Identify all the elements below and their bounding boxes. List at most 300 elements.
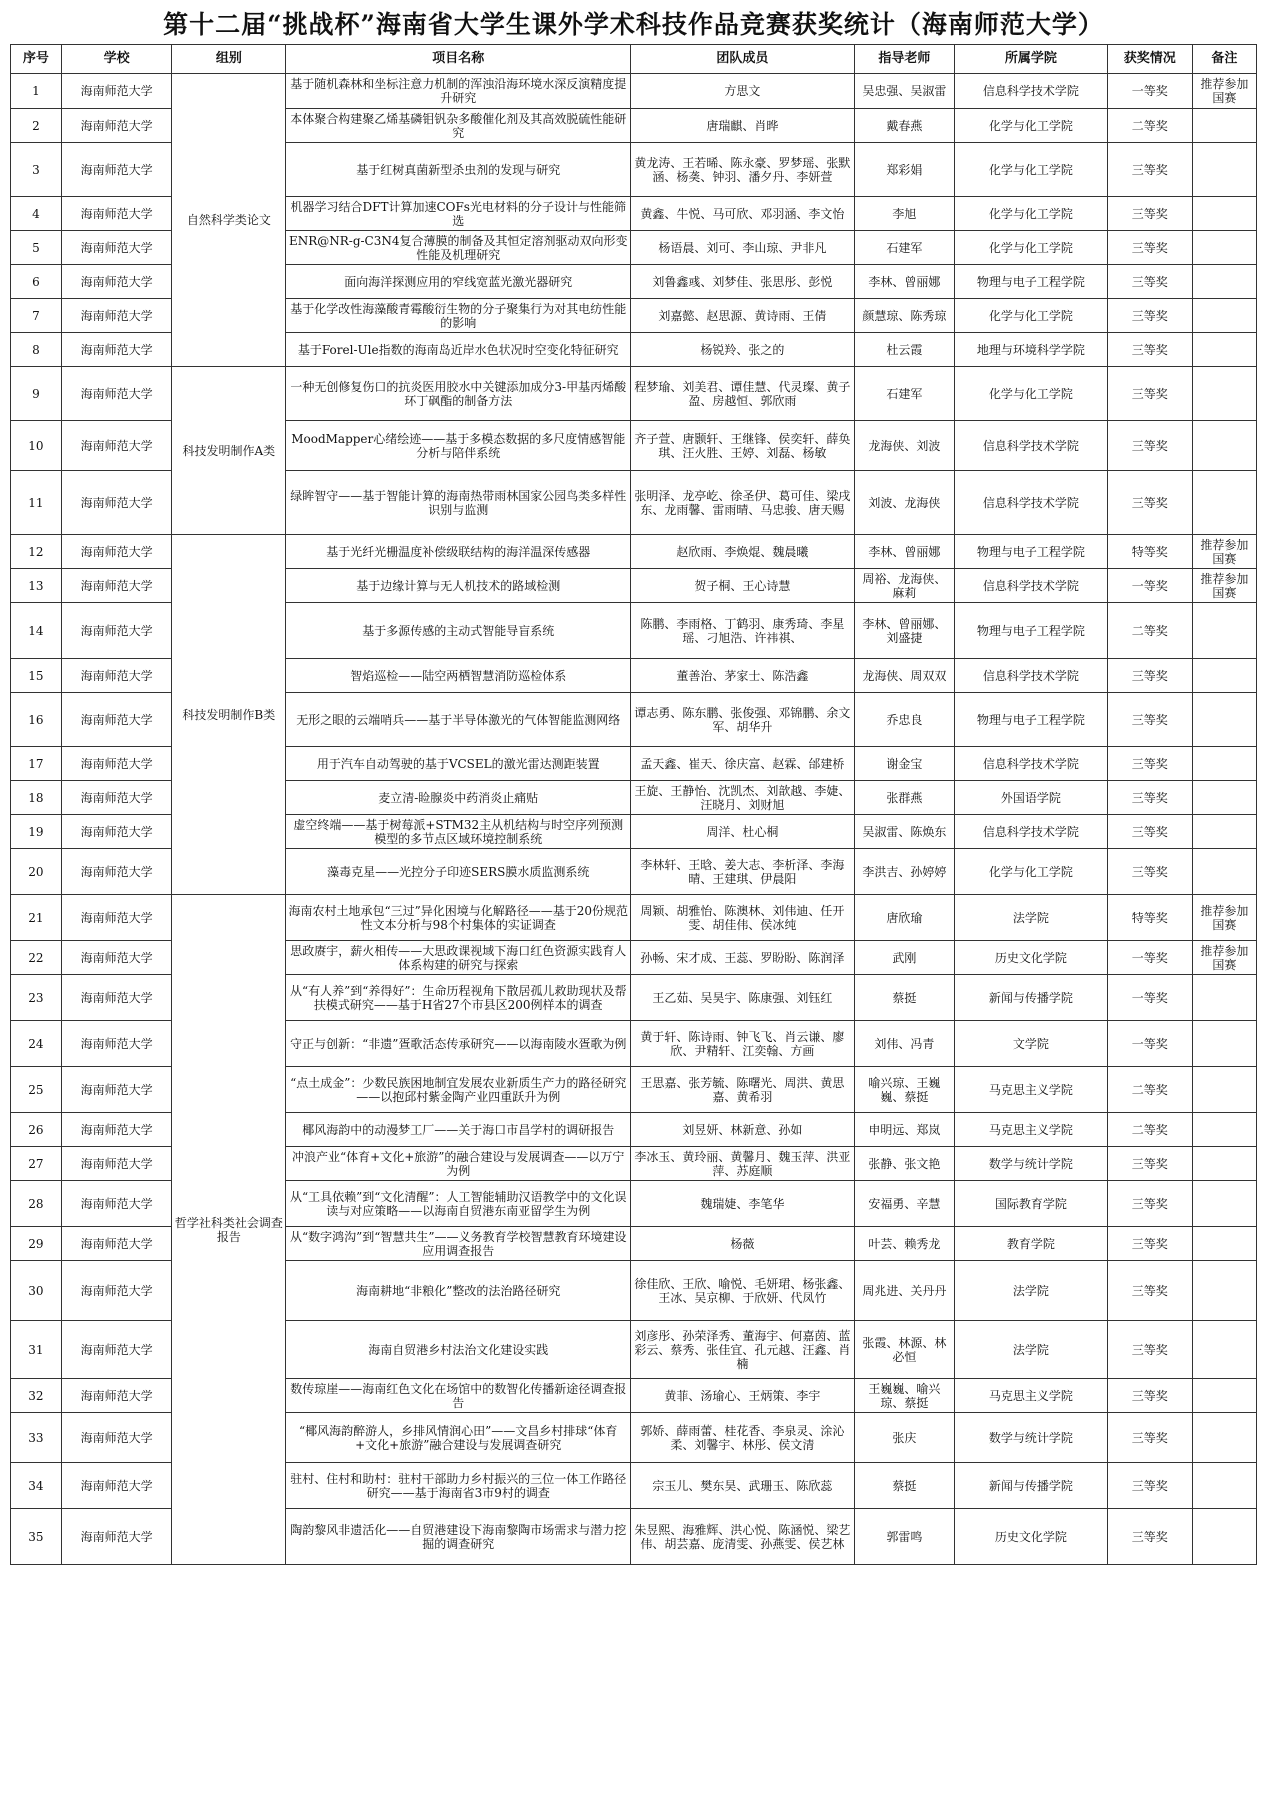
- cell-project: 守正与创新：“非遗”疍歌活态传承研究——以海南陵水疍歌为例: [286, 1021, 631, 1067]
- cell-group: 哲学社科类社会调查报告: [172, 895, 286, 1565]
- cell-award: 三等奖: [1107, 1261, 1192, 1321]
- cell-project: 数传琼崖——海南红色文化在场馆中的数智化传播新途径调查报告: [286, 1379, 631, 1413]
- cell-team: 赵欣雨、李焕焜、魏晨曦: [631, 535, 854, 569]
- cell-advisor: 唐欣瑜: [854, 895, 955, 941]
- cell-award: 特等奖: [1107, 895, 1192, 941]
- cell-school: 海南师范大学: [61, 231, 172, 265]
- cell-school: 海南师范大学: [61, 1021, 172, 1067]
- cell-team: 杨锐羚、张之的: [631, 333, 854, 367]
- cell-project: 陶韵黎风非遗活化——自贸港建设下海南黎陶市场需求与潜力挖掘的调查研究: [286, 1509, 631, 1565]
- cell-no: 33: [11, 1413, 62, 1463]
- cell-project: 基于边缘计算与无人机技术的路域检测: [286, 569, 631, 603]
- cell-note: [1192, 333, 1256, 367]
- cell-project: ENR@NR-g-C3N4复合薄膜的制备及其恒定溶剂驱动双向形变性能及机理研究: [286, 231, 631, 265]
- cell-no: 9: [11, 367, 62, 421]
- cell-school: 海南师范大学: [61, 421, 172, 471]
- cell-no: 14: [11, 603, 62, 659]
- cell-note: [1192, 143, 1256, 197]
- cell-note: [1192, 471, 1256, 535]
- cell-team: 黄于轩、陈诗雨、钟飞飞、肖云谦、廖欣、尹精轩、江奕翰、方画: [631, 1021, 854, 1067]
- header-award: 获奖情况: [1107, 45, 1192, 74]
- cell-college: 化学与化工学院: [955, 849, 1108, 895]
- cell-no: 26: [11, 1113, 62, 1147]
- cell-note: [1192, 747, 1256, 781]
- cell-advisor: 郑彩娟: [854, 143, 955, 197]
- cell-project: 从“工具依赖”到“文化清醒”：人工智能辅助汉语教学中的文化误读与对应策略——以海南自贸港东南亚留学生为例: [286, 1181, 631, 1227]
- cell-college: 历史文化学院: [955, 941, 1108, 975]
- cell-school: 海南师范大学: [61, 535, 172, 569]
- table-row: [11, 74, 1257, 109]
- cell-award: 三等奖: [1107, 367, 1192, 421]
- cell-college: 法学院: [955, 1261, 1108, 1321]
- cell-award: 三等奖: [1107, 849, 1192, 895]
- cell-project: 基于光纤光栅温度补偿级联结构的海洋温深传感器: [286, 535, 631, 569]
- cell-school: 海南师范大学: [61, 849, 172, 895]
- cell-award: 二等奖: [1107, 603, 1192, 659]
- cell-note: [1192, 1509, 1256, 1565]
- cell-no: 35: [11, 1509, 62, 1565]
- cell-school: 海南师范大学: [61, 941, 172, 975]
- cell-advisor: 周兆进、关丹丹: [854, 1261, 955, 1321]
- header-school: 学校: [61, 45, 172, 74]
- cell-college: 化学与化工学院: [955, 231, 1108, 265]
- cell-college: 新闻与传播学院: [955, 1463, 1108, 1509]
- cell-team: 孟天鑫、崔天、徐庆富、赵霖、邰建桥: [631, 747, 854, 781]
- cell-team: 孙畅、宋才成、王蕊、罗盼盼、陈润泽: [631, 941, 854, 975]
- cell-award: 二等奖: [1107, 1067, 1192, 1113]
- cell-award: 三等奖: [1107, 781, 1192, 815]
- cell-group: 科技发明制作B类: [172, 535, 286, 895]
- cell-advisor: 颜慧琼、陈秀琼: [854, 299, 955, 333]
- cell-project: 绿眸智守——基于智能计算的海南热带雨林国家公园鸟类多样性识别与监测: [286, 471, 631, 535]
- cell-advisor: 申明远、郑岚: [854, 1113, 955, 1147]
- table-row: [11, 895, 1257, 941]
- cell-college: 信息科学技术学院: [955, 471, 1108, 535]
- header-no: 序号: [11, 45, 62, 74]
- cell-note: [1192, 1181, 1256, 1227]
- cell-no: 12: [11, 535, 62, 569]
- cell-college: 物理与电子工程学院: [955, 693, 1108, 747]
- cell-college: 马克思主义学院: [955, 1379, 1108, 1413]
- cell-no: 19: [11, 815, 62, 849]
- cell-school: 海南师范大学: [61, 1067, 172, 1113]
- cell-award: 特等奖: [1107, 535, 1192, 569]
- cell-college: 数学与统计学院: [955, 1147, 1108, 1181]
- cell-team: 王乙茹、吴昊宇、陈康强、刘钰红: [631, 975, 854, 1021]
- cell-note: [1192, 781, 1256, 815]
- cell-advisor: 张群燕: [854, 781, 955, 815]
- cell-advisor: 李林、曾丽娜: [854, 265, 955, 299]
- cell-advisor: 蔡挺: [854, 975, 955, 1021]
- cell-college: 教育学院: [955, 1227, 1108, 1261]
- cell-award: 一等奖: [1107, 975, 1192, 1021]
- cell-award: 三等奖: [1107, 1227, 1192, 1261]
- cell-no: 21: [11, 895, 62, 941]
- cell-school: 海南师范大学: [61, 471, 172, 535]
- cell-team: 张明泽、龙亭屹、徐圣伊、葛可佳、梁戌东、龙雨馨、雷雨晴、马忠骏、唐天赐: [631, 471, 854, 535]
- cell-project: 海南耕地“非粮化”整改的法治路径研究: [286, 1261, 631, 1321]
- cell-school: 海南师范大学: [61, 895, 172, 941]
- cell-advisor: 龙海侠、周双双: [854, 659, 955, 693]
- cell-team: 贺子桐、王心诗慧: [631, 569, 854, 603]
- cell-project: 智焰巡检——陆空两栖智慧消防巡检体系: [286, 659, 631, 693]
- cell-advisor: 李旭: [854, 197, 955, 231]
- cell-team: 杨薇: [631, 1227, 854, 1261]
- cell-award: 三等奖: [1107, 333, 1192, 367]
- cell-school: 海南师范大学: [61, 265, 172, 299]
- cell-project: 基于化学改性海藻酸青霉酸衍生物的分子聚集行为对其电纺性能的影响: [286, 299, 631, 333]
- cell-group: 科技发明制作A类: [172, 367, 286, 535]
- cell-school: 海南师范大学: [61, 1181, 172, 1227]
- cell-note: [1192, 603, 1256, 659]
- cell-note: [1192, 109, 1256, 143]
- cell-school: 海南师范大学: [61, 781, 172, 815]
- table-row: [11, 367, 1257, 421]
- cell-project: 冲浪产业“体育+文化+旅游”的融合建设与发展调查——以万宁为例: [286, 1147, 631, 1181]
- cell-project: 从“有人养”到“养得好”：生命历程视角下散居孤儿救助现状及帮扶模式研究——基于H省27个市县区200例样本的调查: [286, 975, 631, 1021]
- cell-no: 17: [11, 747, 62, 781]
- cell-school: 海南师范大学: [61, 74, 172, 109]
- cell-note: [1192, 1113, 1256, 1147]
- header-group: 组别: [172, 45, 286, 74]
- cell-team: 王旋、王静怡、沈凯杰、刘歆越、李婕、汪晓月、刘财旭: [631, 781, 854, 815]
- cell-no: 6: [11, 265, 62, 299]
- cell-team: 李冰玉、黄玲丽、黄馨月、魏玉萍、洪亚萍、苏庭顺: [631, 1147, 854, 1181]
- cell-award: 一等奖: [1107, 1021, 1192, 1067]
- cell-college: 马克思主义学院: [955, 1113, 1108, 1147]
- cell-note: [1192, 197, 1256, 231]
- cell-advisor: 龙海侠、刘波: [854, 421, 955, 471]
- cell-no: 22: [11, 941, 62, 975]
- cell-note: [1192, 815, 1256, 849]
- cell-school: 海南师范大学: [61, 603, 172, 659]
- cell-team: 董善治、茅家士、陈浩鑫: [631, 659, 854, 693]
- cell-advisor: 吴淑雷、陈焕东: [854, 815, 955, 849]
- cell-college: 信息科学技术学院: [955, 74, 1108, 109]
- cell-no: 20: [11, 849, 62, 895]
- cell-college: 物理与电子工程学院: [955, 535, 1108, 569]
- header-advisor: 指导老师: [854, 45, 955, 74]
- cell-note: [1192, 1227, 1256, 1261]
- cell-award: 三等奖: [1107, 421, 1192, 471]
- cell-no: 2: [11, 109, 62, 143]
- cell-college: 法学院: [955, 1321, 1108, 1379]
- cell-award: 一等奖: [1107, 74, 1192, 109]
- cell-advisor: 吴忠强、吴淑雷: [854, 74, 955, 109]
- cell-award: 三等奖: [1107, 693, 1192, 747]
- cell-award: 三等奖: [1107, 231, 1192, 265]
- cell-advisor: 安福勇、辛慧: [854, 1181, 955, 1227]
- cell-note: [1192, 1463, 1256, 1509]
- cell-college: 马克思主义学院: [955, 1067, 1108, 1113]
- cell-school: 海南师范大学: [61, 367, 172, 421]
- cell-team: 周洋、杜心桐: [631, 815, 854, 849]
- cell-award: 一等奖: [1107, 941, 1192, 975]
- cell-award: 三等奖: [1107, 1463, 1192, 1509]
- cell-advisor: 李洪吉、孙婷婷: [854, 849, 955, 895]
- cell-college: 信息科学技术学院: [955, 747, 1108, 781]
- cell-project: 虚空终端——基于树莓派+STM32主从机结构与时空序列预测模型的多节点区域环境控制系统: [286, 815, 631, 849]
- cell-no: 10: [11, 421, 62, 471]
- cell-note: 推荐参加国赛: [1192, 535, 1256, 569]
- cell-school: 海南师范大学: [61, 1113, 172, 1147]
- cell-note: [1192, 1321, 1256, 1379]
- header-team: 团队成员: [631, 45, 854, 74]
- cell-no: 30: [11, 1261, 62, 1321]
- header-row: [11, 45, 1257, 74]
- cell-school: 海南师范大学: [61, 1379, 172, 1413]
- cell-note: [1192, 421, 1256, 471]
- cell-project: 用于汽车自动驾驶的基于VCSEL的激光雷达测距装置: [286, 747, 631, 781]
- cell-team: 朱昱熙、海雅辉、洪心悦、陈涵悦、梁艺伟、胡芸嘉、庞清雯、孙燕雯、侯艺林: [631, 1509, 854, 1565]
- cell-award: 三等奖: [1107, 1147, 1192, 1181]
- cell-note: 推荐参加国赛: [1192, 941, 1256, 975]
- cell-project: 藻毒克星——光控分子印迹SERS膜水质监测系统: [286, 849, 631, 895]
- cell-team: 刘嘉懿、赵思源、黄诗雨、王倩: [631, 299, 854, 333]
- cell-note: [1192, 367, 1256, 421]
- cell-no: 15: [11, 659, 62, 693]
- cell-note: [1192, 299, 1256, 333]
- cell-project: “点土成金”：少数民族困地制宜发展农业新质生产力的路径研究——以抱邱村紫金陶产业四重跃升为例: [286, 1067, 631, 1113]
- cell-college: 国际教育学院: [955, 1181, 1108, 1227]
- cell-no: 31: [11, 1321, 62, 1379]
- cell-advisor: 石建军: [854, 367, 955, 421]
- cell-school: 海南师范大学: [61, 1509, 172, 1565]
- cell-advisor: 刘伟、冯青: [854, 1021, 955, 1067]
- cell-college: 法学院: [955, 895, 1108, 941]
- cell-award: 三等奖: [1107, 659, 1192, 693]
- cell-college: 化学与化工学院: [955, 197, 1108, 231]
- cell-project: 驻村、住村和助村：驻村干部助力乡村振兴的三位一体工作路径研究——基于海南省3市9村的调查: [286, 1463, 631, 1509]
- cell-project: 无形之眼的云端哨兵——基于半导体激光的气体智能监测网络: [286, 693, 631, 747]
- cell-school: 海南师范大学: [61, 197, 172, 231]
- cell-college: 信息科学技术学院: [955, 815, 1108, 849]
- cell-no: 29: [11, 1227, 62, 1261]
- cell-advisor: 周裕、龙海侠、麻莉: [854, 569, 955, 603]
- cell-note: [1192, 659, 1256, 693]
- cell-project: 麦立清-睑腺炎中药消炎止痛贴: [286, 781, 631, 815]
- cell-award: 三等奖: [1107, 1181, 1192, 1227]
- cell-college: 文学院: [955, 1021, 1108, 1067]
- page-title: 第十二届“挑战杯”海南省大学生课外学术科技作品竞赛获奖统计（海南师范大学）: [163, 10, 1104, 39]
- cell-no: 25: [11, 1067, 62, 1113]
- cell-advisor: 戴春燕: [854, 109, 955, 143]
- cell-project: 基于随机森林和坐标注意力机制的浑浊沿海环境水深反演精度提升研究: [286, 74, 631, 109]
- cell-note: [1192, 1067, 1256, 1113]
- cell-project: 椰风海韵中的动漫梦工厂——关于海口市昌学村的调研报告: [286, 1113, 631, 1147]
- cell-advisor: 叶芸、赖秀龙: [854, 1227, 955, 1261]
- cell-no: 16: [11, 693, 62, 747]
- cell-award: 三等奖: [1107, 1509, 1192, 1565]
- cell-team: 方思文: [631, 74, 854, 109]
- cell-college: 地理与环境科学学院: [955, 333, 1108, 367]
- cell-advisor: 谢金宝: [854, 747, 955, 781]
- cell-no: 23: [11, 975, 62, 1021]
- cell-award: 三等奖: [1107, 265, 1192, 299]
- cell-team: 郭娇、薛雨蕾、桂花香、李泉灵、涂沁柔、刘馨宇、林彤、侯文清: [631, 1413, 854, 1463]
- cell-project: 海南农村土地承包“三过”异化困境与化解路径——基于20份规范性文本分析与98个村集体的实证调查: [286, 895, 631, 941]
- cell-no: 4: [11, 197, 62, 231]
- cell-team: 魏瑞婕、李笔华: [631, 1181, 854, 1227]
- cell-advisor: 喻兴琼、王巍巍、蔡挺: [854, 1067, 955, 1113]
- cell-advisor: 蔡挺: [854, 1463, 955, 1509]
- cell-team: 黄菲、汤瑜心、王炳策、李宇: [631, 1379, 854, 1413]
- cell-team: 王思嘉、张芳毓、陈曙光、周洪、黄思嘉、黄希羽: [631, 1067, 854, 1113]
- cell-no: 18: [11, 781, 62, 815]
- cell-no: 13: [11, 569, 62, 603]
- cell-award: 三等奖: [1107, 1379, 1192, 1413]
- cell-note: [1192, 849, 1256, 895]
- cell-project: MoodMapper心绪绘迹——基于多模态数据的多尺度情感智能分析与陪伴系统: [286, 421, 631, 471]
- cell-project: 从“数字鸿沟”到“智慧共生”——义务教育学校智慧教育环境建设应用调查报告: [286, 1227, 631, 1261]
- cell-college: 物理与电子工程学院: [955, 603, 1108, 659]
- cell-team: 徐佳欣、王欣、喻悦、毛妍珺、杨张鑫、王冰、吴京柳、于欣妍、代凤竹: [631, 1261, 854, 1321]
- cell-advisor: 刘波、龙海侠: [854, 471, 955, 535]
- cell-school: 海南师范大学: [61, 1147, 172, 1181]
- header-college: 所属学院: [955, 45, 1108, 74]
- cell-team: 李林轩、王晗、姜大志、李析泽、李海晴、王建琪、伊晨阳: [631, 849, 854, 895]
- cell-team: 刘彦彤、孙荣泽秀、董海宇、何嘉茵、蓝彩云、蔡秀、张佳宜、孔元越、汪鑫、肖楠: [631, 1321, 854, 1379]
- cell-project: “椰风海韵醉游人，乡排风情润心田”——文昌乡村排球“体育+文化+旅游”融合建设与发展调查研究: [286, 1413, 631, 1463]
- cell-no: 24: [11, 1021, 62, 1067]
- cell-advisor: 杜云霞: [854, 333, 955, 367]
- cell-team: 刘昱妍、林新意、孙如: [631, 1113, 854, 1147]
- cell-project: 基于红树真菌新型杀虫剂的发现与研究: [286, 143, 631, 197]
- table-row: [11, 535, 1257, 569]
- cell-award: 三等奖: [1107, 1321, 1192, 1379]
- cell-advisor: 张庆: [854, 1413, 955, 1463]
- cell-no: 1: [11, 74, 62, 109]
- header-project: 项目名称: [286, 45, 631, 74]
- cell-team: 黄龙涛、王若晞、陈永豪、罗梦瑶、张默涵、杨䶮、钟羽、潘夕丹、李妍萱: [631, 143, 854, 197]
- cell-award: 三等奖: [1107, 143, 1192, 197]
- cell-note: 推荐参加国赛: [1192, 569, 1256, 603]
- cell-advisor: 张静、张文艳: [854, 1147, 955, 1181]
- cell-note: [1192, 1147, 1256, 1181]
- cell-award: 三等奖: [1107, 471, 1192, 535]
- cell-note: [1192, 693, 1256, 747]
- cell-no: 27: [11, 1147, 62, 1181]
- cell-college: 信息科学技术学院: [955, 569, 1108, 603]
- cell-school: 海南师范大学: [61, 1413, 172, 1463]
- cell-advisor: 武刚: [854, 941, 955, 975]
- cell-project: 海南自贸港乡村法治文化建设实践: [286, 1321, 631, 1379]
- cell-college: 化学与化工学院: [955, 299, 1108, 333]
- cell-team: 谭志勇、陈东鹏、张俊强、邓锦鹏、余文军、胡华升: [631, 693, 854, 747]
- cell-project: 基于多源传感的主动式智能导盲系统: [286, 603, 631, 659]
- cell-college: 化学与化工学院: [955, 143, 1108, 197]
- cell-no: 32: [11, 1379, 62, 1413]
- cell-no: 28: [11, 1181, 62, 1227]
- cell-advisor: 石建军: [854, 231, 955, 265]
- cell-team: 齐子萱、唐颢轩、王继锋、侯奕轩、薛奂琪、汪火胜、王婷、刘磊、杨敏: [631, 421, 854, 471]
- cell-note: [1192, 1379, 1256, 1413]
- cell-award: 三等奖: [1107, 815, 1192, 849]
- cell-note: 推荐参加国赛: [1192, 74, 1256, 109]
- cell-group: 自然科学类论文: [172, 74, 286, 367]
- cell-school: 海南师范大学: [61, 299, 172, 333]
- cell-note: [1192, 1413, 1256, 1463]
- cell-school: 海南师范大学: [61, 659, 172, 693]
- cell-team: 陈鹏、李雨格、丁鹤羽、康秀琦、李星瑶、刁旭浩、许祎祺、: [631, 603, 854, 659]
- cell-college: 历史文化学院: [955, 1509, 1108, 1565]
- cell-advisor: 李林、曾丽娜、刘盛捷: [854, 603, 955, 659]
- cell-note: [1192, 231, 1256, 265]
- cell-award: 三等奖: [1107, 299, 1192, 333]
- cell-award: 二等奖: [1107, 1113, 1192, 1147]
- cell-note: [1192, 1261, 1256, 1321]
- cell-no: 7: [11, 299, 62, 333]
- awards-table: [10, 44, 1257, 1565]
- cell-advisor: 张霞、林源、林必恒: [854, 1321, 955, 1379]
- cell-award: 三等奖: [1107, 1413, 1192, 1463]
- cell-school: 海南师范大学: [61, 1321, 172, 1379]
- cell-team: 周颖、胡雅怡、陈澳林、刘伟迪、任开雯、胡佳伟、侯冰纯: [631, 895, 854, 941]
- cell-project: 本体聚合构建聚乙烯基磷钼钒杂多酸催化剂及其高效脱硫性能研究: [286, 109, 631, 143]
- cell-team: 黄鑫、牛悦、马可欣、邓羽涵、李文怡: [631, 197, 854, 231]
- cell-school: 海南师范大学: [61, 143, 172, 197]
- cell-team: 程梦瑜、刘美君、谭佳慧、代灵璨、黄子盈、房越恒、郭欣雨: [631, 367, 854, 421]
- cell-school: 海南师范大学: [61, 1227, 172, 1261]
- cell-college: 新闻与传播学院: [955, 975, 1108, 1021]
- cell-college: 物理与电子工程学院: [955, 265, 1108, 299]
- cell-note: 推荐参加国赛: [1192, 895, 1256, 941]
- cell-college: 信息科学技术学院: [955, 659, 1108, 693]
- cell-no: 8: [11, 333, 62, 367]
- cell-college: 化学与化工学院: [955, 109, 1108, 143]
- header-note: 备注: [1192, 45, 1256, 74]
- cell-no: 34: [11, 1463, 62, 1509]
- cell-project: 机器学习结合DFT计算加速COFs光电材料的分子设计与性能筛选: [286, 197, 631, 231]
- cell-award: 三等奖: [1107, 747, 1192, 781]
- cell-project: 基于Forel-Ule指数的海南岛近岸水色状况时空变化特征研究: [286, 333, 631, 367]
- cell-advisor: 乔忠良: [854, 693, 955, 747]
- cell-school: 海南师范大学: [61, 333, 172, 367]
- cell-note: [1192, 265, 1256, 299]
- cell-project: 面向海洋探测应用的窄线宽蓝光激光器研究: [286, 265, 631, 299]
- cell-school: 海南师范大学: [61, 1261, 172, 1321]
- cell-advisor: 王巍巍、喻兴琼、蔡挺: [854, 1379, 955, 1413]
- cell-school: 海南师范大学: [61, 975, 172, 1021]
- cell-award: 三等奖: [1107, 197, 1192, 231]
- cell-school: 海南师范大学: [61, 747, 172, 781]
- cell-advisor: 郭雷鸣: [854, 1509, 955, 1565]
- cell-no: 3: [11, 143, 62, 197]
- cell-team: 唐瑞麒、肖晔: [631, 109, 854, 143]
- cell-team: 刘鲁鑫彧、刘梦佳、张思彤、彭悦: [631, 265, 854, 299]
- cell-project: 一种无创修复伤口的抗炎医用胶水中关键添加成分3-甲基丙烯酸环丁砜酯的制备方法: [286, 367, 631, 421]
- cell-college: 数学与统计学院: [955, 1413, 1108, 1463]
- cell-note: [1192, 1021, 1256, 1067]
- cell-advisor: 李林、曾丽娜: [854, 535, 955, 569]
- cell-project: 思政赓宇，薪火相传——大思政课视域下海口红色资源实践育人体系构建的研究与探索: [286, 941, 631, 975]
- cell-school: 海南师范大学: [61, 1463, 172, 1509]
- cell-school: 海南师范大学: [61, 815, 172, 849]
- cell-school: 海南师范大学: [61, 693, 172, 747]
- cell-college: 信息科学技术学院: [955, 421, 1108, 471]
- cell-team: 杨语晨、刘可、李山琼、尹非凡: [631, 231, 854, 265]
- cell-school: 海南师范大学: [61, 569, 172, 603]
- cell-award: 二等奖: [1107, 109, 1192, 143]
- cell-note: [1192, 975, 1256, 1021]
- cell-school: 海南师范大学: [61, 109, 172, 143]
- cell-award: 一等奖: [1107, 569, 1192, 603]
- cell-team: 宗玉儿、樊东昊、武珊玉、陈欣蕊: [631, 1463, 854, 1509]
- cell-college: 外国语学院: [955, 781, 1108, 815]
- cell-no: 11: [11, 471, 62, 535]
- cell-college: 化学与化工学院: [955, 367, 1108, 421]
- cell-no: 5: [11, 231, 62, 265]
